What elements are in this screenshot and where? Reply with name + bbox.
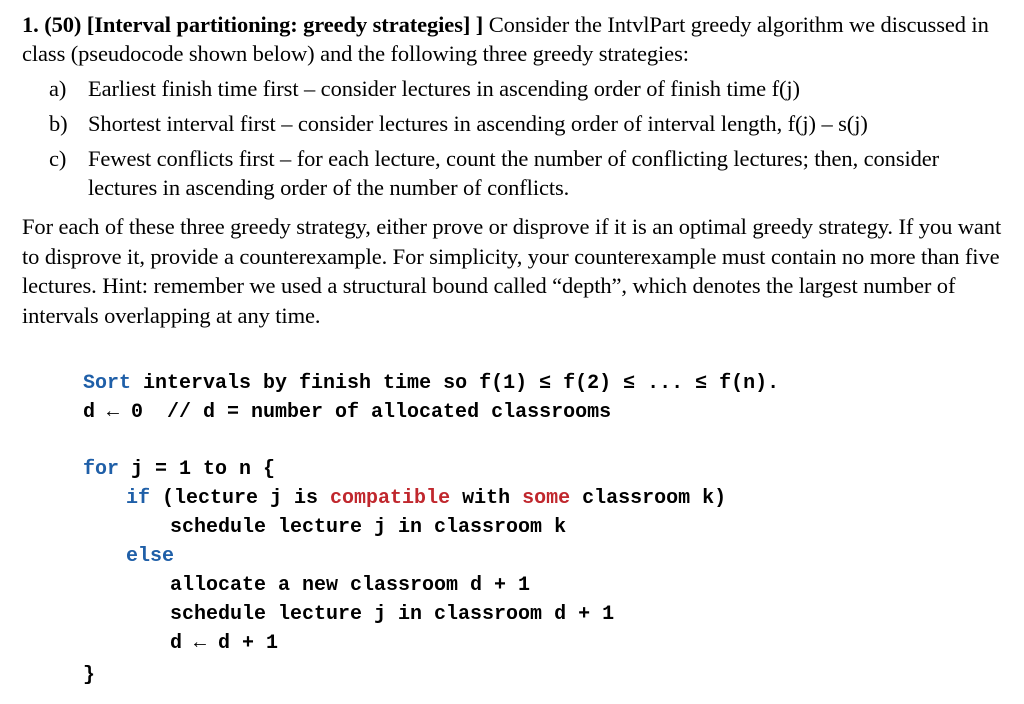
- code-line-schedule-k: schedule lecture j in classroom k: [170, 516, 567, 539]
- task-paragraph: For each of these three greedy strategy, either prove or disprove if it is an optimal greedy strategy. If you want to disprove it, provide a counterexample. For simplicity, your counterexample must contain no more than five lectures. Hint: remember we used a structural bound called “depth”, which denotes the largest number of intervals overlapping at any time.: [22, 214, 1002, 328]
- code-line-close-brace: }: [83, 664, 96, 687]
- code-line-allocate: allocate a new classroom d + 1: [170, 574, 531, 597]
- problem-statement: [22, 10, 1012, 330]
- code-keyword-for: for: [83, 458, 120, 481]
- code-line-sort: [83, 370, 779, 398]
- code-text: (lecture j is: [150, 487, 331, 510]
- code-line-for: [83, 456, 275, 484]
- strategy-text: Shortest interval first – consider lectures in ascending order of interval length, f(j) – s(j): [88, 111, 868, 136]
- code-line-else: [126, 543, 174, 571]
- strategy-item-b: [22, 109, 1012, 138]
- code-text: with: [450, 487, 523, 510]
- code-highlight-some: some: [522, 487, 571, 510]
- strategy-marker: c): [49, 146, 67, 171]
- strategy-item-a: [22, 74, 1012, 103]
- strategy-list: [22, 74, 1012, 202]
- strategy-item-c: [22, 144, 1012, 202]
- strategy-marker: a): [49, 76, 67, 101]
- code-highlight-compatible: compatible: [330, 487, 451, 510]
- code-text: intervals by finish time so f(1) ≤ f(2) ≤ ... ≤ f(n).: [131, 372, 780, 395]
- code-keyword-else: else: [126, 545, 175, 568]
- problem-intro: [22, 10, 1012, 68]
- code-text: classroom k): [570, 487, 727, 510]
- problem-intro-text: Consider the IntvlPart greedy algorithm we discussed in class (pseudocode shown below) and the following three greedy strategies:: [22, 12, 989, 66]
- code-keyword-if: if: [126, 487, 151, 510]
- strategy-text: Fewest conflicts first – for each lecture, count the number of conflicting lectures; then, consider lectures in ascending order of the number of conflicts.: [88, 146, 940, 200]
- strategy-text: Earliest finish time first – consider lectures in ascending order of finish time f(j): [88, 76, 800, 101]
- problem-number-label: 1. (50) [Interval partitioning: greedy strategies] ]: [22, 12, 484, 37]
- code-line-schedule-d1: schedule lecture j in classroom d + 1: [170, 603, 615, 626]
- code-line-init: d ← 0 // d = number of allocated classrooms: [83, 401, 612, 424]
- strategy-marker: b): [49, 111, 68, 136]
- code-text: j = 1 to n {: [119, 458, 276, 481]
- code-line-increment: d ← d + 1: [170, 632, 279, 655]
- code-keyword-sort: Sort: [83, 372, 132, 395]
- code-line-if: [126, 485, 726, 513]
